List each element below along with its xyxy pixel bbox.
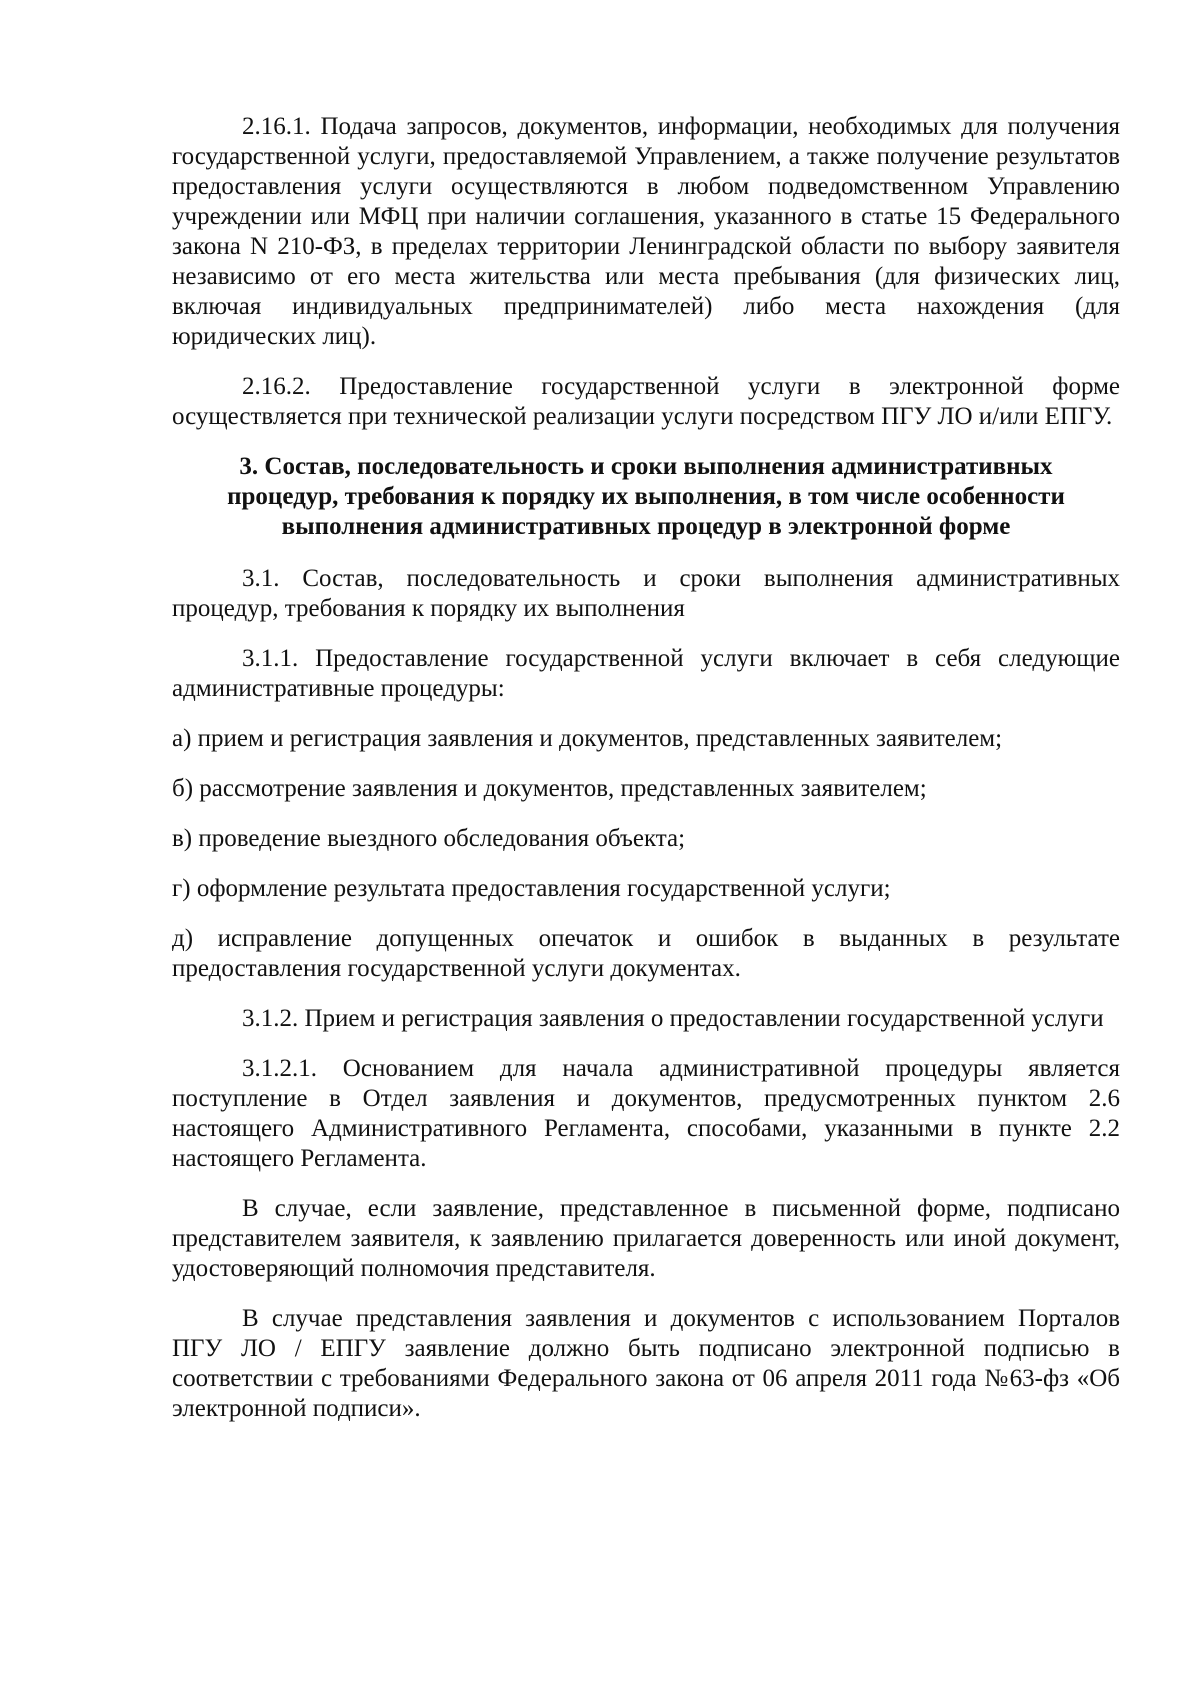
paragraph-3-1-2: 3.1.2. Прием и регистрация заявления о предоставлении государственной услуги xyxy=(242,1005,1104,1032)
heading-line: выполнения административных процедур в электронной форме xyxy=(281,513,1011,540)
list-item-a: а) прием и регистрация заявления и документов, представленных заявителем; xyxy=(172,725,1003,752)
heading-line: процедур, требования к порядку их выполнения, в том числе особенности xyxy=(227,483,1065,510)
document-page xyxy=(172,112,1120,1444)
paragraph-3-1-1: 3.1.1. Предоставление государственной услуги включает в себя следующие административные процедуры: xyxy=(172,645,1120,702)
paragraph-3-1: 3.1. Состав, последовательность и сроки выполнения административных процедур, требования к порядку их выполнения xyxy=(172,565,1120,622)
paragraph-representative: В случае, если заявление, представленное в письменной форме, подписано представителем заявителя, к заявлению прилагается доверенность или иной документ, удостоверяющий полномочия представителя. xyxy=(172,1195,1120,1282)
paragraph-2-16-1: 2.16.1. Подача запросов, документов, информации, необходимых для получения государственной услуги, предоставляемой Управлением, а также получение результатов предоставления услуги осуществляются в любом подведомственном Управлению учреждении или МФЦ при наличии соглашения, указанного в статье 15 Федерального закона N 210-ФЗ, в пределах территории Ленинградской области по выбору заявителя независимо от его места жительства или места пребывания (для физических лиц, включая индивидуальных предпринимателей) либо места нахождения (для юридических лиц). xyxy=(172,113,1120,350)
section-heading-3 xyxy=(192,452,1100,542)
heading-line: 3. Состав, последовательность и сроки выполнения административных xyxy=(239,453,1053,480)
list-item-b: б) рассмотрение заявления и документов, представленных заявителем; xyxy=(172,775,927,802)
list-item-v: в) проведение выездного обследования объекта; xyxy=(172,825,686,852)
list-item-g: г) оформление результата предоставления государственной услуги; xyxy=(172,875,891,902)
paragraph-2-16-2: 2.16.2. Предоставление государственной услуги в электронной форме осуществляется при технической реализации услуги посредством ПГУ ЛО и/или ЕПГУ. xyxy=(172,373,1120,430)
paragraph-3-1-2-1: 3.1.2.1. Основанием для начала административной процедуры является поступление в Отдел заявления и документов, предусмотренных пунктом 2.6 настоящего Административного Регламента, способами, указанными в пункте 2.2 настоящего Регламента. xyxy=(172,1055,1120,1172)
paragraph-portals: В случае представления заявления и документов с использованием Порталов ПГУ ЛО / ЕПГУ заявление должно быть подписано электронной подписью в соответствии с требованиями Федерального закона от 06 апреля 2011 года №63-фз «Об электронной подписи». xyxy=(172,1305,1120,1422)
list-item-d: д) исправление допущенных опечаток и ошибок в выданных в результате предоставления государственной услуги документах. xyxy=(172,925,1120,982)
